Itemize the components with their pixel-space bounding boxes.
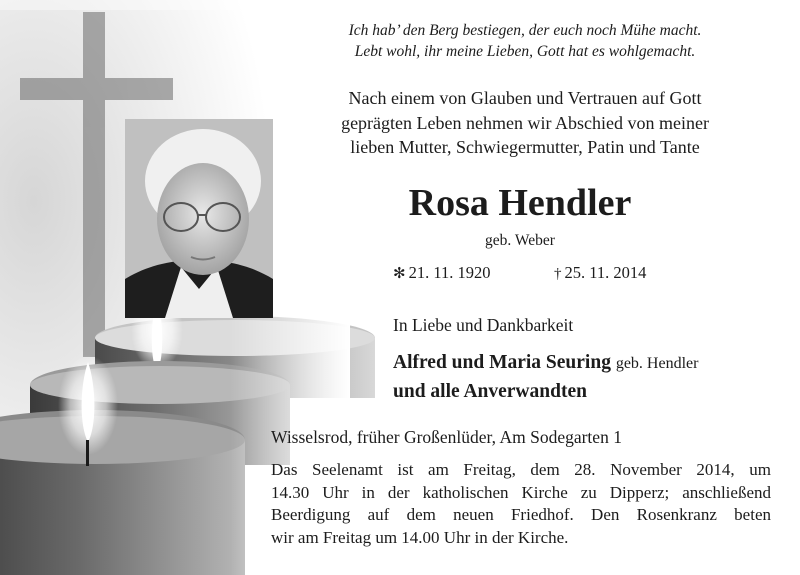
mourners-names-note: geb. Hendler	[615, 355, 699, 372]
poem-line: Lebt wohl, ihr meine Lieben, Gott hat es wohlgemacht.	[354, 43, 696, 60]
service-details	[271, 459, 771, 549]
intro-text	[280, 86, 770, 160]
mourners-names: Alfred und Maria Seuring	[393, 352, 611, 373]
portrait-person-icon	[125, 119, 273, 318]
mourners-names-line	[393, 352, 698, 374]
birth-star-icon: ✻	[393, 266, 406, 282]
birth-name: geb. Weber	[485, 232, 555, 249]
death-cross-icon: †	[554, 266, 562, 282]
portrait-photo	[125, 119, 273, 318]
service-line: wir am Freitag um 14.00 Uhr in der Kirche.	[271, 527, 569, 547]
address: Wisselsrod, früher Großenlüder, Am Sodegarten 1	[271, 427, 622, 447]
mourners-relatives: und alle Anverwandten	[393, 381, 587, 402]
service-line: Beerdigung auf dem neuen Friedhof. Den Rosenkranz beten	[271, 505, 771, 524]
death-date-line	[554, 263, 646, 283]
death-date: 25. 11. 2014	[564, 263, 647, 282]
birth-date-line	[393, 263, 490, 283]
deceased-name: Rosa Hendler	[408, 182, 632, 224]
intro-line: lieben Mutter, Schwiegermutter, Patin und Tante	[350, 137, 700, 157]
intro-line: Nach einem von Glauben und Vertrauen auf Gott	[348, 88, 702, 108]
poem	[290, 20, 760, 62]
service-line: 14.30 Uhr in der katholischen Kirche zu Dipperz; anschließend	[271, 482, 771, 502]
intro-line: geprägten Leben nehmen wir Abschied von meiner	[341, 112, 709, 133]
poem-line: Ich hab’ den Berg bestiegen, der euch noch Mühe macht.	[348, 22, 702, 39]
service-line: Das Seelenamt ist am Freitag, dem 28. November 2014, um	[271, 460, 771, 479]
birth-date: 21. 11. 1920	[408, 263, 491, 282]
mourners-heading: In Liebe und Dankbarkeit	[393, 315, 574, 335]
